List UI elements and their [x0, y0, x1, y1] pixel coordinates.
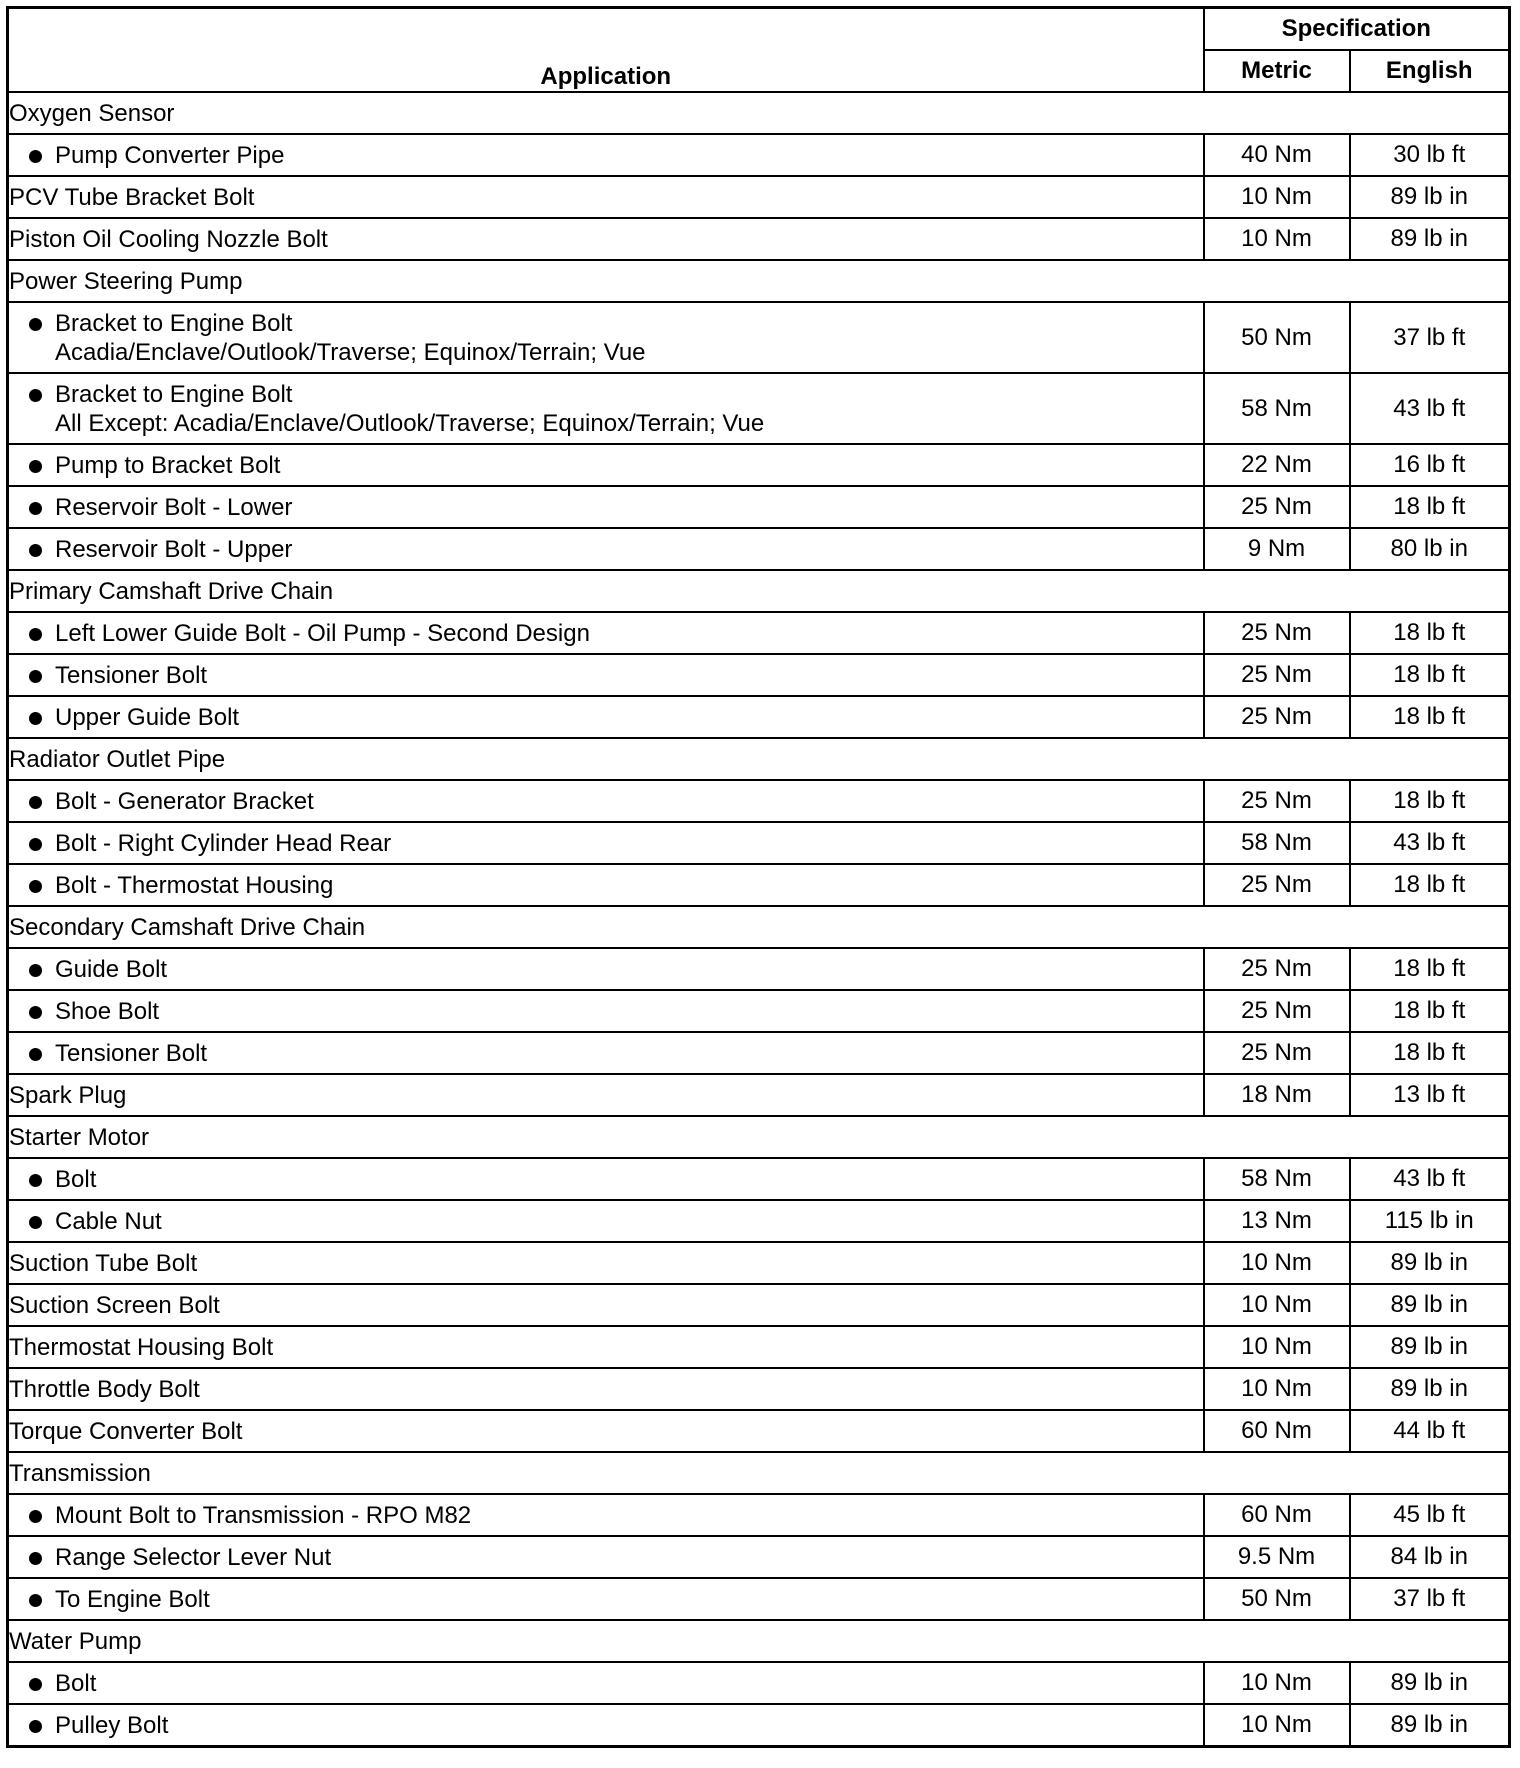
bullet-item	[9, 1585, 1203, 1614]
item-note: Acadia/Enclave/Outlook/Traverse; Equinox/Terrain; Vue	[55, 338, 646, 366]
table-body	[8, 92, 1510, 1747]
group-row	[8, 738, 1510, 780]
group-label: Power Steering Pump	[8, 260, 1510, 302]
table-row	[8, 1242, 1510, 1284]
english-value: 89 lb in	[1350, 1242, 1510, 1284]
application-cell: Piston Oil Cooling Nozzle Bolt	[8, 218, 1204, 260]
application-cell	[8, 948, 1204, 990]
group-row	[8, 1452, 1510, 1494]
bullet-icon	[29, 796, 42, 809]
english-value: 16 lb ft	[1350, 444, 1510, 486]
english-value: 18 lb ft	[1350, 486, 1510, 528]
group-row	[8, 906, 1510, 948]
application-cell: Torque Converter Bolt	[8, 1410, 1204, 1452]
bullet-item	[9, 829, 1203, 858]
bullet-icon	[29, 1216, 42, 1229]
table-row-subitem	[8, 1494, 1510, 1536]
table-row-subitem	[8, 864, 1510, 906]
bullet-icon	[29, 1552, 42, 1565]
header-metric: Metric	[1204, 50, 1350, 92]
item-label: To Engine Bolt	[55, 1585, 210, 1613]
english-value: 89 lb in	[1350, 1662, 1510, 1704]
bullet-icon	[29, 880, 42, 893]
bullet-item	[9, 997, 1203, 1026]
item-label: Guide Bolt	[55, 955, 168, 983]
bullet-item	[9, 871, 1203, 900]
table-row-subitem	[8, 696, 1510, 738]
application-cell	[8, 990, 1204, 1032]
application-cell	[8, 612, 1204, 654]
application-cell	[8, 528, 1204, 570]
table-row-subitem	[8, 990, 1510, 1032]
application-cell	[8, 373, 1204, 444]
bullet-item	[9, 1669, 1203, 1698]
application-cell	[8, 780, 1204, 822]
metric-value: 25 Nm	[1204, 864, 1350, 906]
group-row	[8, 92, 1510, 134]
english-value: 84 lb in	[1350, 1536, 1510, 1578]
bullet-item	[9, 141, 1203, 170]
bullet-item	[9, 955, 1203, 984]
application-cell: Suction Screen Bolt	[8, 1284, 1204, 1326]
group-label: Secondary Camshaft Drive Chain	[8, 906, 1510, 948]
english-value: 37 lb ft	[1350, 302, 1510, 373]
bullet-icon	[29, 150, 42, 163]
item-label: Upper Guide Bolt	[55, 703, 240, 731]
english-value: 89 lb in	[1350, 1284, 1510, 1326]
item-label: Pulley Bolt	[55, 1711, 169, 1739]
torque-spec-table	[6, 6, 1511, 1748]
table-row-subitem	[8, 948, 1510, 990]
item-label: Tensioner Bolt	[55, 661, 208, 689]
bullet-icon	[29, 712, 42, 725]
table-row	[8, 1368, 1510, 1410]
metric-value: 25 Nm	[1204, 696, 1350, 738]
bullet-item	[9, 1165, 1203, 1194]
metric-value: 22 Nm	[1204, 444, 1350, 486]
group-row	[8, 1620, 1510, 1662]
english-value: 18 lb ft	[1350, 780, 1510, 822]
application-cell	[8, 1704, 1204, 1747]
english-value: 18 lb ft	[1350, 612, 1510, 654]
table-row	[8, 1074, 1510, 1116]
metric-value: 9.5 Nm	[1204, 1536, 1350, 1578]
item-label: Bolt	[55, 1165, 97, 1193]
item-label: Tensioner Bolt	[55, 1039, 208, 1067]
english-value: 18 lb ft	[1350, 654, 1510, 696]
group-label: Radiator Outlet Pipe	[8, 738, 1510, 780]
bullet-icon	[29, 1174, 42, 1187]
english-value: 43 lb ft	[1350, 822, 1510, 864]
bullet-item	[9, 493, 1203, 522]
application-cell	[8, 486, 1204, 528]
bullet-item	[9, 619, 1203, 648]
item-label: Bolt - Thermostat Housing	[55, 871, 334, 899]
table-row	[8, 1326, 1510, 1368]
application-cell	[8, 1536, 1204, 1578]
group-row	[8, 1116, 1510, 1158]
item-label: Reservoir Bolt - Upper	[55, 535, 293, 563]
item-label: Shoe Bolt	[55, 997, 160, 1025]
english-value: 13 lb ft	[1350, 1074, 1510, 1116]
english-value: 45 lb ft	[1350, 1494, 1510, 1536]
table-row-subitem	[8, 1662, 1510, 1704]
application-cell	[8, 302, 1204, 373]
application-cell: Thermostat Housing Bolt	[8, 1326, 1204, 1368]
english-value: 18 lb ft	[1350, 864, 1510, 906]
application-cell	[8, 1494, 1204, 1536]
bullet-icon	[29, 389, 42, 402]
bullet-item	[9, 787, 1203, 816]
application-cell	[8, 654, 1204, 696]
table-row-subitem	[8, 1704, 1510, 1747]
table-row-subitem	[8, 1032, 1510, 1074]
bullet-item	[9, 1501, 1203, 1530]
metric-value: 25 Nm	[1204, 612, 1350, 654]
bullet-item	[9, 1543, 1203, 1572]
table-row-subitem	[8, 1536, 1510, 1578]
metric-value: 10 Nm	[1204, 1662, 1350, 1704]
bullet-item	[9, 309, 1203, 367]
metric-value: 60 Nm	[1204, 1494, 1350, 1536]
english-value: 18 lb ft	[1350, 696, 1510, 738]
bullet-item	[9, 1039, 1203, 1068]
table-row	[8, 1284, 1510, 1326]
english-value: 18 lb ft	[1350, 990, 1510, 1032]
metric-value: 10 Nm	[1204, 1284, 1350, 1326]
english-value: 44 lb ft	[1350, 1410, 1510, 1452]
bullet-item	[9, 1207, 1203, 1236]
bullet-icon	[29, 1048, 42, 1061]
metric-value: 25 Nm	[1204, 780, 1350, 822]
application-cell: Spark Plug	[8, 1074, 1204, 1116]
application-cell: Throttle Body Bolt	[8, 1368, 1204, 1410]
item-label: Range Selector Lever Nut	[55, 1543, 332, 1571]
table-row-subitem	[8, 1200, 1510, 1242]
bullet-icon	[29, 544, 42, 557]
bullet-icon	[29, 460, 42, 473]
english-value: 43 lb ft	[1350, 373, 1510, 444]
bullet-icon	[29, 1678, 42, 1691]
english-value: 115 lb in	[1350, 1200, 1510, 1242]
header-row	[8, 8, 1510, 51]
application-cell	[8, 1578, 1204, 1620]
table-row	[8, 218, 1510, 260]
english-value: 18 lb ft	[1350, 948, 1510, 990]
metric-value: 58 Nm	[1204, 1158, 1350, 1200]
group-label: Transmission	[8, 1452, 1510, 1494]
english-value: 80 lb in	[1350, 528, 1510, 570]
application-cell: PCV Tube Bracket Bolt	[8, 176, 1204, 218]
item-label: Reservoir Bolt - Lower	[55, 493, 293, 521]
table-row-subitem	[8, 822, 1510, 864]
application-cell	[8, 1200, 1204, 1242]
metric-value: 10 Nm	[1204, 218, 1350, 260]
metric-value: 25 Nm	[1204, 654, 1350, 696]
metric-value: 25 Nm	[1204, 1032, 1350, 1074]
application-cell	[8, 696, 1204, 738]
table-row-subitem	[8, 444, 1510, 486]
item-label: Pump Converter Pipe	[55, 141, 285, 169]
metric-value: 10 Nm	[1204, 1326, 1350, 1368]
metric-value: 10 Nm	[1204, 1704, 1350, 1747]
group-label: Water Pump	[8, 1620, 1510, 1662]
english-value: 30 lb ft	[1350, 134, 1510, 176]
item-note: All Except: Acadia/Enclave/Outlook/Traverse; Equinox/Terrain; Vue	[55, 409, 765, 437]
english-value: 43 lb ft	[1350, 1158, 1510, 1200]
application-cell	[8, 864, 1204, 906]
metric-value: 25 Nm	[1204, 486, 1350, 528]
metric-value: 13 Nm	[1204, 1200, 1350, 1242]
application-cell	[8, 822, 1204, 864]
bullet-icon	[29, 670, 42, 683]
table-row-subitem	[8, 134, 1510, 176]
bullet-icon	[29, 1594, 42, 1607]
header-english: English	[1350, 50, 1510, 92]
table-row-subitem	[8, 1578, 1510, 1620]
table-header	[8, 8, 1510, 93]
application-cell	[8, 444, 1204, 486]
table-row-subitem	[8, 1158, 1510, 1200]
table-row-subitem	[8, 612, 1510, 654]
application-cell	[8, 1662, 1204, 1704]
group-label: Primary Camshaft Drive Chain	[8, 570, 1510, 612]
table-row	[8, 176, 1510, 218]
bullet-icon	[29, 628, 42, 641]
item-label: Pump to Bracket Bolt	[55, 451, 281, 479]
table-row-subitem	[8, 780, 1510, 822]
bullet-icon	[29, 502, 42, 515]
metric-value: 50 Nm	[1204, 1578, 1350, 1620]
bullet-item	[9, 661, 1203, 690]
metric-value: 25 Nm	[1204, 990, 1350, 1032]
metric-value: 25 Nm	[1204, 948, 1350, 990]
english-value: 18 lb ft	[1350, 1032, 1510, 1074]
metric-value: 10 Nm	[1204, 1242, 1350, 1284]
bullet-icon	[29, 1720, 42, 1733]
bullet-icon	[29, 964, 42, 977]
header-specification: Specification	[1204, 8, 1510, 51]
metric-value: 9 Nm	[1204, 528, 1350, 570]
metric-value: 58 Nm	[1204, 822, 1350, 864]
table-row-subitem	[8, 373, 1510, 444]
bullet-icon	[29, 1510, 42, 1523]
application-cell	[8, 134, 1204, 176]
item-label: Bracket to Engine Bolt	[55, 380, 293, 408]
english-value: 37 lb ft	[1350, 1578, 1510, 1620]
metric-value: 18 Nm	[1204, 1074, 1350, 1116]
metric-value: 40 Nm	[1204, 134, 1350, 176]
metric-value: 10 Nm	[1204, 1368, 1350, 1410]
bullet-icon	[29, 838, 42, 851]
item-label: Left Lower Guide Bolt - Oil Pump - Second Design	[55, 619, 590, 647]
bullet-item	[9, 1711, 1203, 1740]
bullet-item	[9, 535, 1203, 564]
item-label: Bolt	[55, 1669, 97, 1697]
table-row-subitem	[8, 654, 1510, 696]
table-row-subitem	[8, 486, 1510, 528]
bullet-item	[9, 380, 1203, 438]
group-row	[8, 570, 1510, 612]
item-label: Bolt - Generator Bracket	[55, 787, 314, 815]
group-label: Oxygen Sensor	[8, 92, 1510, 134]
metric-value: 58 Nm	[1204, 373, 1350, 444]
group-label: Starter Motor	[8, 1116, 1510, 1158]
metric-value: 60 Nm	[1204, 1410, 1350, 1452]
item-label: Cable Nut	[55, 1207, 162, 1235]
english-value: 89 lb in	[1350, 1326, 1510, 1368]
metric-value: 10 Nm	[1204, 176, 1350, 218]
item-label: Bolt - Right Cylinder Head Rear	[55, 829, 392, 857]
bullet-icon	[29, 1006, 42, 1019]
table-row-subitem	[8, 528, 1510, 570]
bullet-item	[9, 703, 1203, 732]
english-value: 89 lb in	[1350, 176, 1510, 218]
application-cell: Suction Tube Bolt	[8, 1242, 1204, 1284]
table-row-subitem	[8, 302, 1510, 373]
english-value: 89 lb in	[1350, 218, 1510, 260]
group-row	[8, 260, 1510, 302]
item-label: Mount Bolt to Transmission - RPO M82	[55, 1501, 472, 1529]
english-value: 89 lb in	[1350, 1368, 1510, 1410]
english-value: 89 lb in	[1350, 1704, 1510, 1747]
application-cell	[8, 1032, 1204, 1074]
metric-value: 50 Nm	[1204, 302, 1350, 373]
header-application: Application	[8, 8, 1204, 93]
bullet-item	[9, 451, 1203, 480]
table-row	[8, 1410, 1510, 1452]
bullet-icon	[29, 318, 42, 331]
item-label: Bracket to Engine Bolt	[55, 309, 293, 337]
application-cell	[8, 1158, 1204, 1200]
